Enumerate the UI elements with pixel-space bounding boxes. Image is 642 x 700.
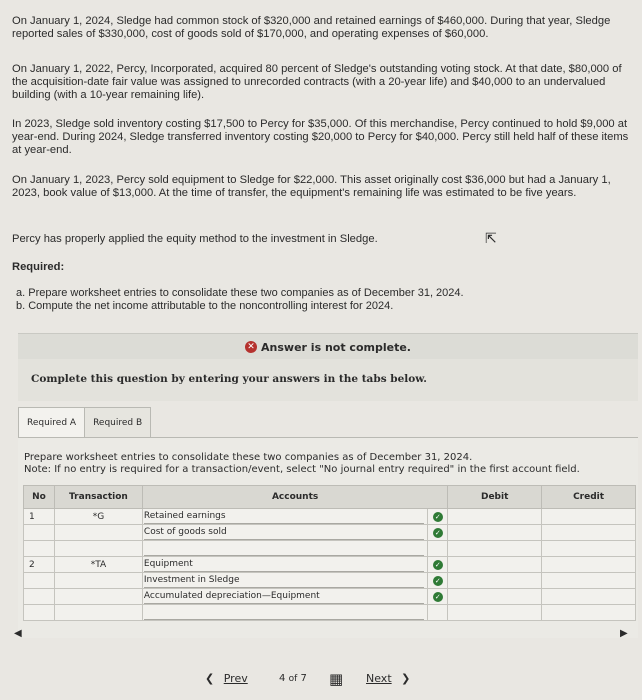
account-value[interactable]: Cost of goods sold (144, 525, 424, 540)
account-field[interactable] (142, 589, 427, 605)
header-accounts: Accounts (142, 486, 447, 509)
prev-button[interactable]: ❮ Prev (205, 672, 248, 685)
row-number (24, 541, 55, 557)
required-item-a: a. Prepare worksheet entries to consolidate these two companies as of December 31, 2024. (16, 287, 464, 299)
header-transaction: Transaction (54, 486, 142, 509)
status-banner (18, 333, 638, 361)
account-field[interactable] (142, 605, 427, 621)
cursor-icon: ⇱ (485, 230, 497, 246)
required-label: Required: (12, 261, 65, 273)
credit-input[interactable] (542, 509, 636, 525)
check-icon: ✓ (433, 560, 443, 570)
debit-input[interactable] (448, 605, 542, 621)
row-number (24, 605, 55, 621)
table-row (24, 605, 636, 621)
credit-input[interactable] (542, 541, 636, 557)
error-x-icon: ✕ (245, 341, 257, 353)
problem-paragraph-4: On January 1, 2023, Percy sold equipment to Sledge for $22,000. This asset originally cost $36,000 but had a January 1, 2023, book value of $13,000. At the time of transfer, the equipment's remaining life was estimated to be five years. (12, 174, 611, 200)
transaction-ref (54, 541, 142, 557)
grid-icon[interactable]: ▦ (329, 670, 344, 688)
account-value[interactable] (144, 541, 424, 556)
credit-input[interactable] (542, 573, 636, 589)
account-value[interactable]: Accumulated depreciation—Equipment (144, 589, 424, 604)
required-item-b: b. Compute the net income attributable to the noncontrolling interest for 2024. (16, 300, 394, 312)
row-number (24, 573, 55, 589)
debit-input[interactable] (448, 573, 542, 589)
row-number: 2 (24, 557, 55, 573)
problem-paragraph-2: On January 1, 2022, Percy, Incorporated, acquired 80 percent of Sledge's outstanding voting stock. At that date, $80,000 of the acquisition-date fair value was assigned to unrecorded contracts (with a 20-year life) and $40,000 to an undervalued building (with a 10-year remaining life). (12, 63, 622, 102)
account-field[interactable] (142, 509, 427, 525)
credit-input[interactable] (542, 605, 636, 621)
row-number (24, 589, 55, 605)
debit-input[interactable] (448, 589, 542, 605)
header-credit: Credit (542, 486, 636, 509)
credit-input[interactable] (542, 589, 636, 605)
account-field[interactable] (142, 525, 427, 541)
header-debit: Debit (448, 486, 542, 509)
account-field[interactable] (142, 541, 427, 557)
table-row (24, 589, 636, 605)
tab-required-b[interactable]: Required B (85, 407, 151, 439)
problem-paragraph-3: In 2023, Sledge sold inventory costing $17,500 to Percy for $35,000. Of this merchandise, Percy continued to hold $9,000 at year-end. During 2024, Sledge transferred inventory costing $20,000 to Percy for $40,000. Percy still held half of these items at year-end. (12, 118, 629, 157)
scroll-left-icon[interactable]: ◀ (14, 628, 22, 639)
chevron-left-icon: ❮ (205, 672, 215, 685)
next-button[interactable]: Next ❯ (366, 672, 411, 685)
check-icon: ✓ (433, 512, 443, 522)
table-row (24, 541, 636, 557)
header-no: No (24, 486, 55, 509)
table-row (24, 509, 636, 525)
table-row (24, 573, 636, 589)
transaction-ref (54, 573, 142, 589)
check-icon: ✓ (433, 576, 443, 586)
debit-input[interactable] (448, 525, 542, 541)
complete-prompt: Complete this question by entering your answers in the tabs below. (31, 373, 427, 385)
table-row (24, 525, 636, 541)
transaction-ref: *G (54, 509, 142, 525)
account-value[interactable]: Investment in Sledge (144, 573, 424, 588)
chevron-right-icon: ❯ (401, 672, 411, 685)
table-row (24, 557, 636, 573)
account-field[interactable] (142, 557, 427, 573)
instruction-note: Note: If no entry is required for a transaction/event, select "No journal entry required" in the first account field. (24, 464, 580, 475)
credit-input[interactable] (542, 557, 636, 573)
tab-required-a[interactable]: Required A (18, 407, 85, 439)
problem-paragraph-1: On January 1, 2024, Sledge had common stock of $320,000 and retained earnings of $460,000. During that year, Sledge reported sales of $330,000, cost of goods sold of $170,000, and operating expenses of $60,000. (12, 15, 611, 41)
page-indicator: 4 of 7 (279, 673, 307, 684)
debit-input[interactable] (448, 509, 542, 525)
credit-input[interactable] (542, 525, 636, 541)
transaction-ref (54, 589, 142, 605)
debit-input[interactable] (448, 557, 542, 573)
status-text: Answer is not complete. (261, 340, 411, 354)
scroll-right-icon[interactable]: ▶ (620, 628, 628, 639)
transaction-ref (54, 605, 142, 621)
account-value[interactable] (144, 605, 424, 620)
transaction-ref: *TA (54, 557, 142, 573)
account-value[interactable]: Retained earnings (144, 509, 424, 524)
row-number (24, 525, 55, 541)
row-number: 1 (24, 509, 55, 525)
check-icon: ✓ (433, 592, 443, 602)
check-icon: ✓ (433, 528, 443, 538)
debit-input[interactable] (448, 541, 542, 557)
instruction-text: Prepare worksheet entries to consolidate these two companies as of December 31, 2024. (24, 452, 473, 463)
transaction-ref (54, 525, 142, 541)
pagination (200, 670, 420, 690)
account-value[interactable]: Equipment (144, 557, 424, 572)
tab-bar (18, 407, 151, 438)
complete-prompt-bar (18, 359, 638, 401)
journal-entry-table (23, 485, 636, 621)
problem-paragraph-5: Percy has properly applied the equity method to the investment in Sledge. (12, 233, 378, 245)
account-field[interactable] (142, 573, 427, 589)
